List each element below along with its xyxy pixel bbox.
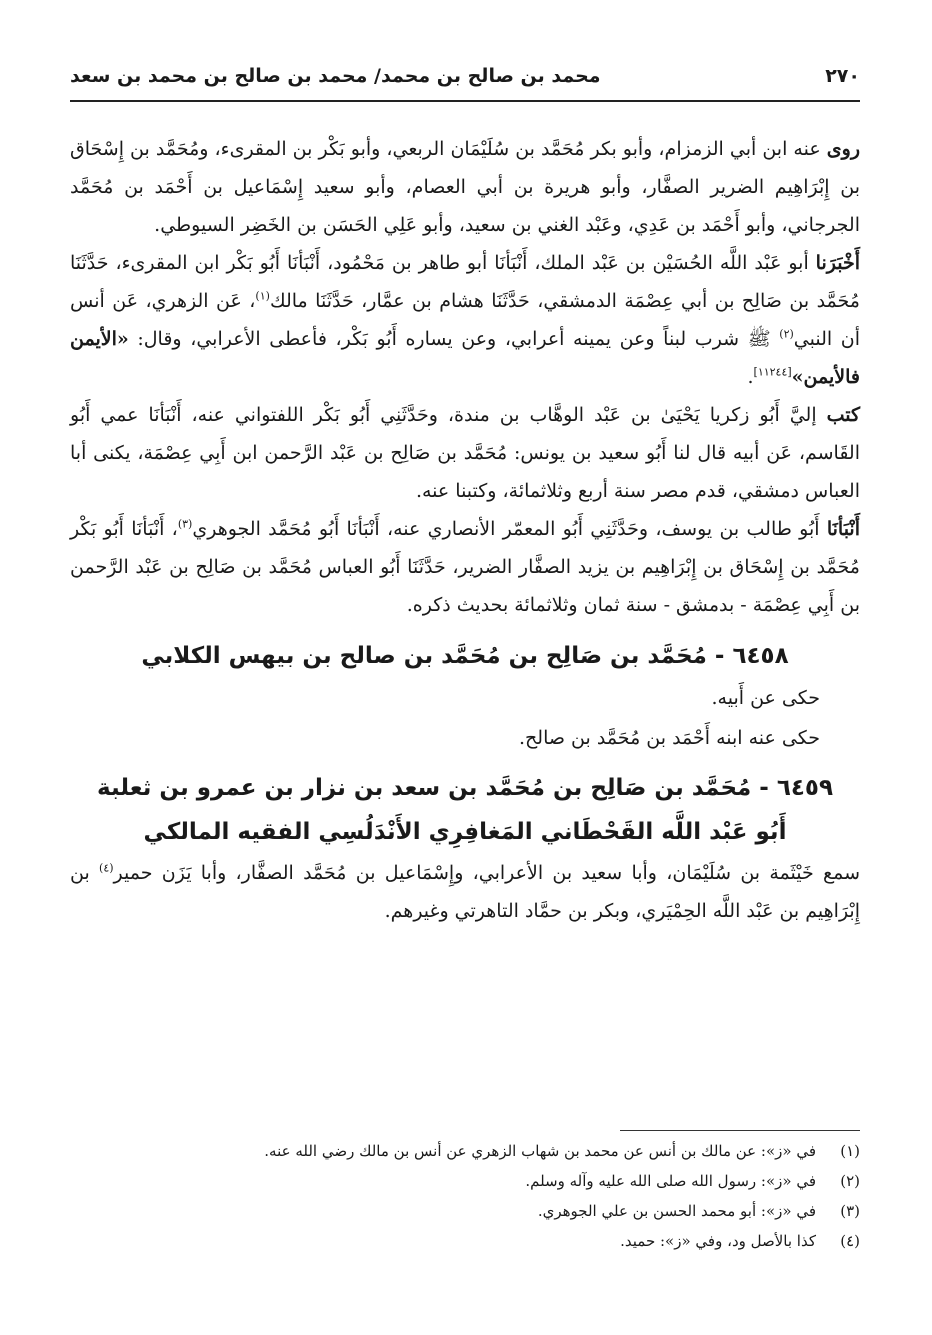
header-divider [70,100,860,102]
footnote-text: كذا بالأصل ود، وفي «ز»: حميد. [620,1232,816,1250]
paragraph-sami-a [70,854,860,930]
page-header [70,60,860,92]
footnote-divider [620,1130,860,1131]
paragraph-text: ، عَن الزهري، عَن أنس أن النبي [70,290,860,350]
paragraph-text: أَبُو طالب بن يوسف، وحَدَّثَنِي أَبُو المعمّر الأنصاري عنه، أَنْبَأنَا أَبُو مُحَمَّد الجوهري [192,518,827,540]
footnote-ref-2[interactable]: (٢) [779,327,794,341]
footnote-number: (٢) [840,1172,860,1190]
paragraph-lead: أَنْبَأنَا [826,518,860,540]
footnote-number: (٣) [840,1202,860,1220]
entry-subtitle-6459: أَبُو عَبْد اللَّه القَحْطَاني المَغافِرِي الأَنْدَلُسِي الفقيه المالكي [143,819,787,845]
paragraph-text: عنه ابن أبي الزمزام، وأبو بكر مُحَمَّد بن سُلَيْمَان الربعي، وأبو بَكْر بن المقرىء، ومُحَمَّد بن إِسْحَاق بن إِبْرَاهِيم الضرير الصفَّار، وأبو هريرة بن أبي العصام، وأبو سعيد إِسْمَاعيل بن أَحْمَد بن مُحَمَّد الجرجاني، وأبو أَحْمَد بن عَدِي، وعَبْد الغني بن سعيد، وأبو عَلِي الحَسَن بن الخَضِر السيوطي. [70,138,860,236]
paragraph-text: ، أَنْبَأنَا أَبُو بَكْر مُحَمَّد بن إِسْحَاق بن إِبْرَاهِيم بن يزيد الصفَّار الضرير، حَدَّثَنَا أَبُو العباس مُحَمَّد بن صَالِح بن عَبْد الرَّحمن بن أَبِي عِصْمَة - بدمشق - سنة ثمان وثلاثمائة بحديث ذكره. [70,518,860,616]
entry-line: حكى عن أَبيه. [711,687,820,709]
footnote-number: (٤) [840,1232,860,1250]
page-number: ٢٧٠ [825,65,860,87]
paragraph-text: ﷺ شرب لبناً وعن يمينه أعرابي، وعن يساره أَبُو بَكْر، فأعطى الأعرابي، وقال: [128,328,780,350]
entry-line: حكى عنه ابنه أَحْمَد بن مُحَمَّد بن صالح. [519,727,820,749]
paragraph-text: بن إِبْرَاهِيم بن عَبْد اللَّه الحِمْيَري، وبكر بن حمَّاد التاهرتي وغيرهم. [70,862,860,922]
footnotes [70,1136,860,1256]
footnote [70,1196,860,1226]
paragraph-lead: أَخْبَرَنا [815,252,860,274]
footnote-ref-3[interactable]: (٣) [177,517,193,531]
paragraph-text: . [747,366,754,388]
paragraph-rawa [70,130,860,244]
paragraph-text: أبو عَبْد اللَّه الحُسَيْن بن عَبْد الملك، أَنْبَأنَا أبو طاهر بن مَحْمُود، أَنْبَأنَا أَبُو بَكْر ابن المقرىء، حَدَّثَنَا مُحَمَّد بن صَالِح بن أبي عِصْمَة الدمشقي، حَدَّثَنَا هشام بن عمَّار، حَدَّثَنَا مالك [70,252,860,312]
footnote [70,1136,860,1166]
footnote-text: في «ز»: رسول الله صلى الله عليه وآله وسلم. [525,1172,816,1190]
footnote-text: في «ز»: عن مالك بن أنس عن محمد بن شهاب الزهري عن أنس بن مالك رضي الله عنه. [264,1142,816,1160]
hadith-quote: «الأيمن فالأيمن» [70,328,860,388]
hadith-reference: [١١٢٤٤] [753,365,792,379]
page-body [70,130,860,930]
entry-title-6458: ٦٤٥٨ - مُحَمَّد بن صَالِح بن مُحَمَّد بن صالح بن بيهس الكلابي [141,643,789,669]
paragraph-text: سمع خَيْثَمة بن سُلَيْمَان، وأبا سعيد بن الأعرابي، وإِسْمَاعيل بن مُحَمَّد الصفَّار، وأبا يَزَن حمير [113,862,861,884]
footnote-text: في «ز»: أبو محمد الحسن بن علي الجوهري. [537,1202,816,1220]
footnote-number: (١) [840,1142,860,1160]
paragraph-kataba [70,396,860,510]
entry-title-6459: ٦٤٥٩ - مُحَمَّد بن صَالِح بن مُحَمَّد بن سعد بن نزار بن عمرو بن ثعلبة [97,775,833,801]
paragraph-text: إليَّ أَبُو زكريا يَحْيَىٰ بن عَبْد الوهَّاب بن مندة، وحَدَّثَنِي أَبُو بَكْر اللفتواني عنه، أَنْبَأنَا عمي أَبُو القَاسم، عَن أبيه قال لنا أَبُو سعيد بن يونس: مُحَمَّد بن صَالِح بن عَبْد الرَّحمن ابن أَبِي عِصْمَة، يكنى أبا العباس دمشقي، قدم مصر سنة أربع وثلاثمائة، وكتبنا عنه. [70,404,860,502]
footnote [70,1166,860,1196]
running-title: محمد بن صالح بن محمد/ محمد بن صالح بن محمد بن سعد [70,65,601,87]
paragraph-lead: روى [826,138,860,160]
footnote-ref-4[interactable]: (٤) [99,861,114,875]
paragraph-anba-ana [70,510,860,624]
footnote [70,1226,860,1256]
paragraph-lead: كتب [826,404,860,426]
paragraph-akhbarana [70,244,860,396]
footnote-ref-1[interactable]: (١) [255,289,270,303]
